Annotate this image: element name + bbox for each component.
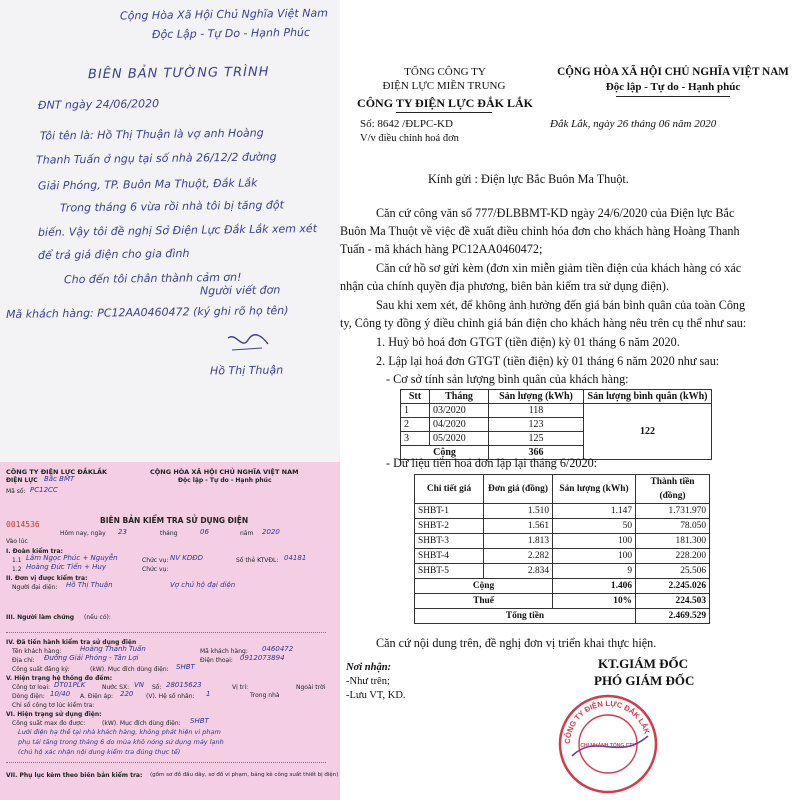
table-header-row <box>401 390 712 404</box>
table-grand-amount: 2.469.529 <box>636 609 710 624</box>
table-cell: 123 <box>489 418 584 432</box>
form-dotted-line <box>6 632 326 633</box>
table-cell: 181.300 <box>636 534 710 549</box>
hand-motto-line: Độc Lập - Tự Do - Hạnh Phúc <box>151 25 311 42</box>
table-tax-rate: 10% <box>553 594 636 609</box>
letter-basis-label: - Cơ sở tính sản lượng bình quân của khách hàng: <box>386 372 629 386</box>
form-purpose-label: (kW). Mục đích dùng điện: <box>90 666 169 673</box>
hand-paragraph-line: Tôi tên là: Hồ Thị Thuận là vợ anh Hoàng <box>39 126 264 143</box>
stamp-ring-text: CÔNG TY ĐIỆN LỰC ĐẮK LẮK <box>562 698 652 745</box>
letter-place-date: Đắk Lắk, ngày 26 tháng 06 năm 2020 <box>550 118 717 130</box>
form-section-3-note: (nếu có): <box>84 614 111 621</box>
table-header-row <box>415 475 710 504</box>
letter-cc-item: -Lưu VT, KD. <box>346 690 406 701</box>
form-code-ink: PC12CC <box>30 486 58 494</box>
table-cell: 1 <box>401 404 430 418</box>
table-cell: SHBT-1 <box>415 504 484 519</box>
letter-paragraph-line: nhận của chính quyền địa phương, biên bản kiểm tra sử dụng điện). <box>340 279 670 293</box>
hand-writer-label: Người viết đơn <box>199 283 281 298</box>
table-cell: 1.147 <box>553 504 636 519</box>
letter-paragraph-line: Tuấn - mã khách hàng PC12AA0460472; <box>340 242 543 256</box>
hand-paragraph-line: để trả giá điện cho gia đình <box>37 246 190 263</box>
table-row <box>415 504 710 519</box>
form-org-right2: Độc lập - Tự do - Hạnh phúc <box>178 477 272 484</box>
table-cell: 228.200 <box>636 549 710 564</box>
hand-customer-code: Mã khách hàng: PC12AA0460472 (ký ghi rõ họ tên) <box>5 304 289 321</box>
table-row <box>415 564 710 579</box>
table-cell: SHBT-3 <box>415 534 484 549</box>
form-purpose-ink: SHBT <box>176 663 195 671</box>
letter-org-1: TỔNG CÔNG TY <box>404 66 486 78</box>
form-section-7-note: (gồm sơ đồ đấu dây, sơ đồ vi phạm, bảng kê công suất thiết bị điện) <box>150 772 339 778</box>
form-indoor-label: Trong nhà <box>250 692 280 699</box>
letter-item-1: 1. Huỷ bỏ hoá đơn GTGT (tiền điện) kỳ 01 tháng 6 năm 2020. <box>376 335 680 349</box>
form-coef-label: (V). Hệ số nhân: <box>146 693 195 700</box>
form-section-1: I. Đoàn kiểm tra: <box>6 548 63 555</box>
table-cell: 1.561 <box>484 519 553 534</box>
table-header: Stt <box>401 390 430 404</box>
form-phone-label: Điện thoại: <box>200 657 233 664</box>
form-section-6: VI. Hiện trạng sử dụng điện: <box>6 711 102 718</box>
table-tax-amount: 224.503 <box>636 594 710 609</box>
hand-paragraph-line: Cho đến tôi chân thành cảm ơn! <box>63 270 242 287</box>
form-title: BIÊN BẢN KIỂM TRA SỬ DỤNG ĐIỆN <box>100 516 249 525</box>
table-cell: SHBT-4 <box>415 549 484 564</box>
table-cell: 2.834 <box>484 564 553 579</box>
form-meter-ink: DT01PLK <box>54 681 86 689</box>
hand-national-line: Cộng Hòa Xã Hội Chủ Nghĩa Việt Nam <box>119 6 328 23</box>
hand-paragraph-line: Thanh Tuấn ở ngụ tại số nhà 26/12/2 đường <box>35 150 277 167</box>
average-value-cell: 122 <box>584 404 712 460</box>
table-sum-label: Cộng <box>415 579 553 594</box>
table-cell: 2.282 <box>484 549 553 564</box>
form-used-purpose-ink: SHBT <box>190 717 209 725</box>
letter-paragraph-line: Căn cứ hồ sơ gửi kèm (đơn xin miễn giảm tiền điện của khách hàng có xác <box>376 261 742 275</box>
form-section-5: V. Hiện trạng hệ thống đo đếm: <box>6 675 113 682</box>
form-date-month: 06 <box>200 528 209 536</box>
form-meter-label: Công tơ loại: <box>12 684 51 691</box>
form-member-1-role-ink: NV KDĐD <box>170 554 204 562</box>
table-row <box>415 549 710 564</box>
table-header: Sản lượng bình quân (kWh) <box>584 390 712 404</box>
form-serial: 0014536 <box>6 520 40 529</box>
form-date-label: Hôm nay, ngày <box>60 530 106 537</box>
form-phone-ink: 0912073894 <box>240 654 285 662</box>
letter-nation-1: CỘNG HÒA XÃ HỘI CHỦ NGHĨA VIỆT NAM <box>557 66 789 78</box>
form-note-ink: (chủ hộ xác nhận nội dung kiểm tra đúng thực tế) <box>18 748 181 756</box>
table-cell: 100 <box>553 534 636 549</box>
table-cell: 1.813 <box>484 534 553 549</box>
table-cell: SHBT-5 <box>415 564 484 579</box>
table-cell: 25.506 <box>636 564 710 579</box>
form-rep-role-ink: Vợ chủ hộ đại diện <box>170 581 236 589</box>
table-sum-row <box>415 579 710 594</box>
table-cell: 118 <box>489 404 584 418</box>
form-org-left2: ĐIỆN LỰC <box>6 477 38 484</box>
letter-nation-2: Độc lập - Tự do - Hạnh phúc <box>605 81 741 93</box>
table-header: Đơn giá (đồng) <box>484 475 553 504</box>
table-tax-row <box>415 594 710 609</box>
letter-nation-underline <box>616 96 730 97</box>
form-number-label: Số: <box>152 684 162 691</box>
form-org-left2-ink: Bắc BMT <box>44 475 75 483</box>
table-header: Tháng <box>430 390 489 404</box>
form-note-ink: Lưới điện hạ thế tại nhà khách hàng, không phát hiện vi phạm <box>18 728 221 736</box>
table-row <box>415 534 710 549</box>
form-section-3: III. Người làm chứng <box>6 614 75 621</box>
table-cell: 1.510 <box>484 504 553 519</box>
form-member-1-label: 1.1 <box>12 557 22 564</box>
form-member-2-label: 1.2 <box>12 566 22 573</box>
table-cell: 50 <box>553 519 636 534</box>
form-outdoor-label: Ngoài trời <box>296 684 326 691</box>
letter-item-2: 2. Lập lại hoá đơn GTGT (tiền điện) kỳ 01 tháng 6 năm 2020 như sau: <box>376 354 720 368</box>
form-member-1-ink: Lâm Ngọc Phúc + Nguyễn <box>26 554 118 562</box>
letter-org-2: ĐIỆN LỰC MIỀN TRUNG <box>382 80 506 92</box>
table-row <box>415 519 710 534</box>
stamp-inner-text: CHI NHÁNH TỔNG CTY <box>580 743 636 749</box>
inspection-form <box>0 462 340 800</box>
form-address-ink: Đường Giải Phóng - Tân Lợi <box>44 654 139 662</box>
form-max-power-label: Công suất max đo được: <box>12 720 86 727</box>
hand-paragraph-line: Trong tháng 6 vừa rồi nhà tôi bị tăng đột <box>59 198 284 215</box>
handwritten-statement <box>0 0 340 462</box>
letter-org-underline <box>396 112 492 113</box>
form-country-label: Nước SX: <box>102 684 130 691</box>
form-date-month-label: tháng <box>160 530 178 537</box>
form-section-4: IV. Đã tiến hành kiểm tra sử dụng điện <box>6 639 137 646</box>
form-dotted-line <box>6 762 326 763</box>
hand-paragraph-line: biến. Vậy tôi đề nghị Sở Điện Lực Đắk Lắk xem xét <box>37 222 318 239</box>
form-customer-ink: Hoàng Thanh Tuấn <box>80 645 146 653</box>
letter-closing: Căn cứ nội dung trên, đề nghị đơn vị triển khai thực hiện. <box>376 636 657 650</box>
table-cell: 9 <box>553 564 636 579</box>
form-section-7: VII. Phụ lục kèm theo biên bản kiểm tra: <box>6 772 143 779</box>
letter-subject: V/v điều chỉnh hoá đơn <box>360 133 459 144</box>
table-cell: 3 <box>401 432 430 446</box>
table-tax-label: Thuế <box>415 594 553 609</box>
table-header: Chi tiết giá <box>415 475 484 504</box>
form-code-label: Mã số: <box>6 488 26 495</box>
form-country-ink: VN <box>134 681 145 689</box>
form-voltage-label: A. Điện áp: <box>80 693 114 700</box>
table-total-label: Cộng <box>401 446 489 460</box>
letter-sign-title-1: KT.GIÁM ĐỐC <box>598 656 689 671</box>
letter-paragraph-line: Căn cứ công văn số 777/ĐLBBMT-KD ngày 24/6/2020 của Điện lực Bắc <box>376 206 735 220</box>
form-org-right: CỘNG HÒA XÃ HỘI CHỦ NGHĨA VIỆT NAM <box>150 468 299 476</box>
form-member-1-role-label: Chức vụ: <box>142 557 169 564</box>
hand-date: ĐNT ngày 24/06/2020 <box>37 97 160 112</box>
company-stamp <box>556 692 660 796</box>
table-total-value: 366 <box>489 446 584 460</box>
form-time-label: Vào lúc <box>6 538 28 545</box>
official-letter <box>340 0 800 800</box>
letter-paragraph-line: Sau khi xem xét, để không ảnh hưởng đến giá bán bình quân của toàn Công <box>376 298 746 312</box>
table-header: Sản lượng (kWh) <box>553 475 636 504</box>
average-usage-table <box>400 389 712 460</box>
form-member-1-card-ink: 04181 <box>284 554 307 562</box>
table-cell: 1.731.970 <box>636 504 710 519</box>
form-customer-label: Tên khách hàng: <box>12 648 62 655</box>
form-member-2-ink: Hoàng Đức Tiến + Huy <box>26 563 106 571</box>
table-cell: 03/2020 <box>430 404 489 418</box>
table-cell: SHBT-2 <box>415 519 484 534</box>
form-customer-code-ink: 0460472 <box>262 645 294 653</box>
signature-mark <box>222 330 272 356</box>
letter-paragraph-line: ty, Công ty đồng ý điều chỉnh giá bán điện cho khách hàng nêu trên cụ thể như sau: <box>340 316 747 330</box>
form-note-ink: phụ tải tăng trong tháng 6 do mùa khô nóng sử dụng máy lạnh <box>18 738 224 746</box>
hand-title: BIÊN BẢN TƯỜNG TRÌNH <box>87 64 270 83</box>
form-date-year: 2020 <box>262 528 280 536</box>
table-grand-label: Tổng tiền <box>415 609 636 624</box>
form-date-day: 23 <box>118 528 127 536</box>
form-used-purpose-label: (kW). Mục đích dùng điện: <box>102 720 181 727</box>
form-date-year-label: năm <box>240 530 254 537</box>
letter-org-3: CÔNG TY ĐIỆN LỰC ĐẮK LẮK <box>357 96 533 110</box>
table-header: Thành tiền (đồng) <box>636 475 710 504</box>
table-cell: 78.050 <box>636 519 710 534</box>
table-cell: 100 <box>553 549 636 564</box>
letter-recipient: Kính gửi : Điện lực Bắc Buôn Ma Thuột. <box>428 172 629 186</box>
letter-cc-item: -Như trên; <box>346 676 390 687</box>
hand-paragraph-line: Giải Phóng, TP. Buôn Ma Thuột, Đắk Lắk <box>37 176 258 193</box>
letter-invoice-basis: - Dữ liệu tiền hoá đơn lập lại tháng 6/2020: <box>386 456 598 470</box>
hand-signer-name: Hồ Thị Thuận <box>209 363 284 378</box>
form-address-label: Địa chỉ: <box>12 657 35 664</box>
table-cell: 04/2020 <box>430 418 489 432</box>
table-sum-amount: 2.245.026 <box>636 579 710 594</box>
letter-sign-title-2: PHÓ GIÁM ĐỐC <box>594 673 695 688</box>
table-row <box>401 404 712 418</box>
table-cell: 2 <box>401 418 430 432</box>
form-customer-code-label: Mã khách hàng: <box>200 648 248 655</box>
form-rep-ink: Hồ Thị Thuận <box>66 581 113 589</box>
form-meter-reading-label: Chỉ số công tơ lúc kiểm tra: <box>12 702 95 709</box>
form-section-2: II. Đơn vị được kiểm tra: <box>6 575 88 582</box>
form-number-ink: 28015623 <box>166 681 202 689</box>
letter-paragraph-line: Buôn Ma Thuột về việc đề xuất điều chỉnh hóa đơn cho khách hàng Hoàng Thanh <box>340 224 740 238</box>
table-cell: 05/2020 <box>430 432 489 446</box>
form-rep-label: Người đại diện: <box>12 584 58 591</box>
form-coef-ink: 1 <box>206 690 211 698</box>
form-current-ink: 10/40 <box>50 690 71 698</box>
form-member-2-role-label: Chức vụ: <box>142 566 169 573</box>
form-position-label: Vị trí: <box>232 684 249 691</box>
form-current-label: Dòng điện: <box>12 693 45 700</box>
letter-doc-number: Số: 8642 /ĐLPC-KD <box>360 118 453 130</box>
form-power-label: Công suất đăng ký: <box>12 666 70 673</box>
form-voltage-ink: 220 <box>120 690 134 698</box>
form-member-1-card-label: Số thẻ KTVĐL: <box>236 557 279 564</box>
invoice-table <box>414 474 710 624</box>
letter-cc-title: Nơi nhận: <box>346 662 392 673</box>
table-sum-qty: 1.406 <box>553 579 636 594</box>
table-grand-row <box>415 609 710 624</box>
table-header: Sản lượng (kWh) <box>489 390 584 404</box>
table-cell: 125 <box>489 432 584 446</box>
form-org-left: CÔNG TY ĐIỆN LỰC ĐẮKLẮK <box>6 468 108 476</box>
